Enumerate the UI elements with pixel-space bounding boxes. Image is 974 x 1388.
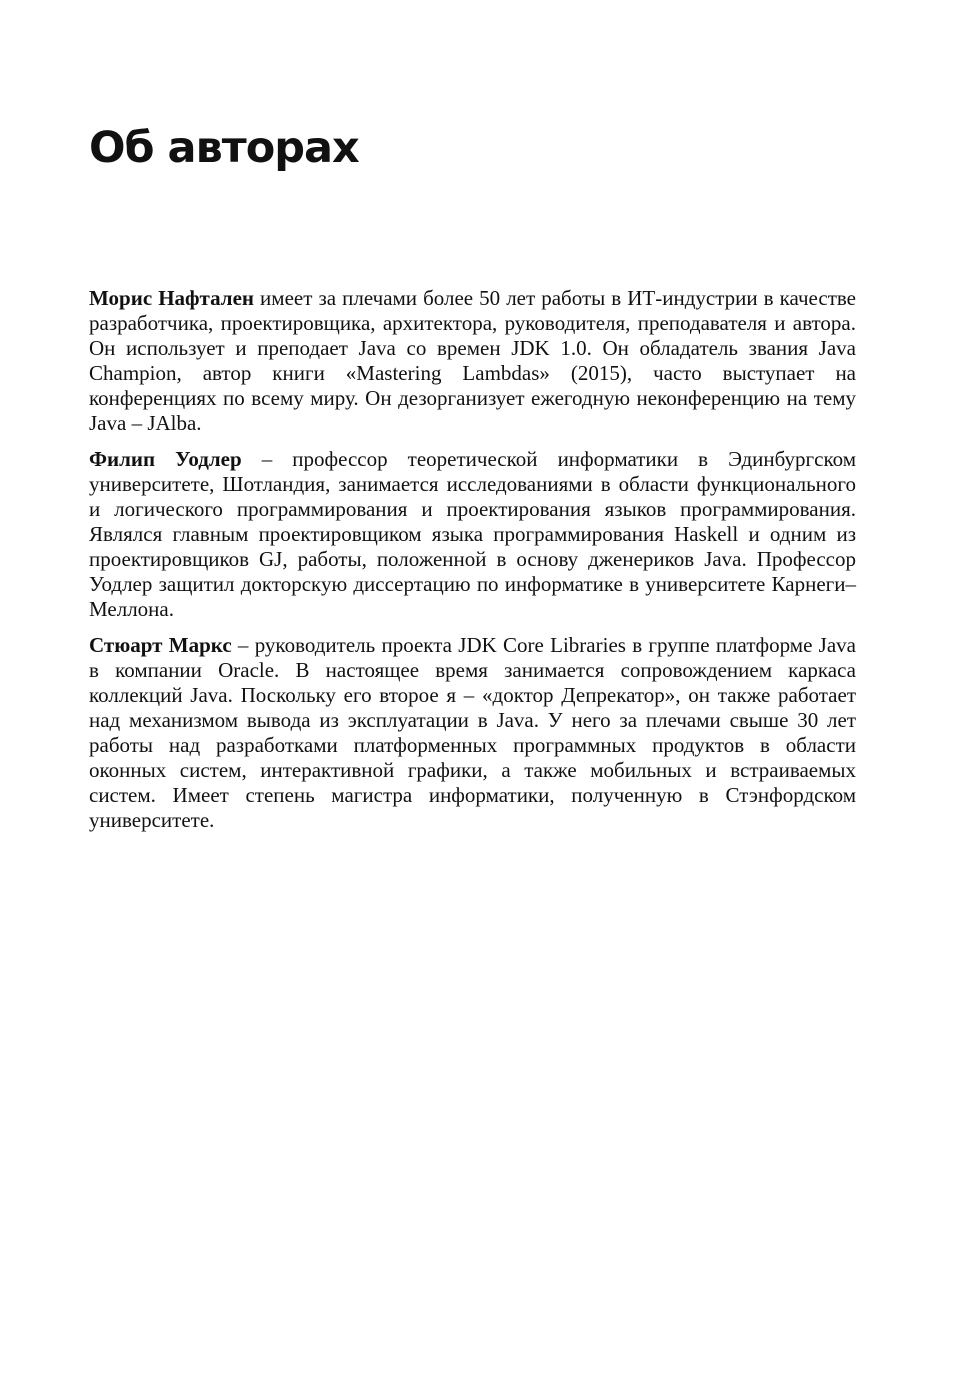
author-name: Филип Уодлер (89, 447, 242, 471)
author-name: Морис Нафтален (89, 286, 255, 310)
author-bio-text: – руководитель проекта JDK Core Libraries в группе платформе Java в компании Oracle. В настоящее время занимается сопровождением каркаса коллекций Java. Поскольку его второе я – «доктор Депрекатор», он также работает над механизмом вывода из эксплуатации в Java. У него за плечами свыше 30 лет работы над разработками платформенных программных продуктов в области оконных систем, интерактивной графики, а также мобильных и встраиваемых систем. Имеет степень магистра информатики, полученную в Стэнфордском университете. (89, 633, 856, 832)
authors-section (89, 286, 856, 844)
author-bio-naftalin (89, 286, 856, 436)
page-title: Об авторах (89, 123, 359, 173)
author-bio-text: имеет за плечами более 50 лет работы в ИТ-индустрии в качестве разработчика, проектировщика, архитектора, руководителя, преподавателя и автора. Он использует и преподает Java со времен JDK 1.0. Он обладатель звания Java Champion, автор книги «Mastering Lambdas» (2015), часто выступает на конференциях по всему миру. Он дезорганизует ежегодную неконференцию на тему Java – JAlba. (89, 286, 857, 435)
author-bio-text: – профессор теоретической информатики в Эдинбургском университете, Шотландия, занимается исследованиями в области функционального и логического программирования и проектирования языков программирования. Являлся главным проектировщиком языка программирования Haskell и одним из проектировщиков GJ, работы, положенной в основу дженериков Java. Профессор Уодлер защитил докторскую диссертацию по информатике в университете Карнеги–Меллона. (89, 447, 857, 621)
author-bio-wadler (89, 447, 856, 622)
author-name: Стюарт Маркс (89, 633, 232, 657)
author-bio-marks (89, 633, 856, 833)
